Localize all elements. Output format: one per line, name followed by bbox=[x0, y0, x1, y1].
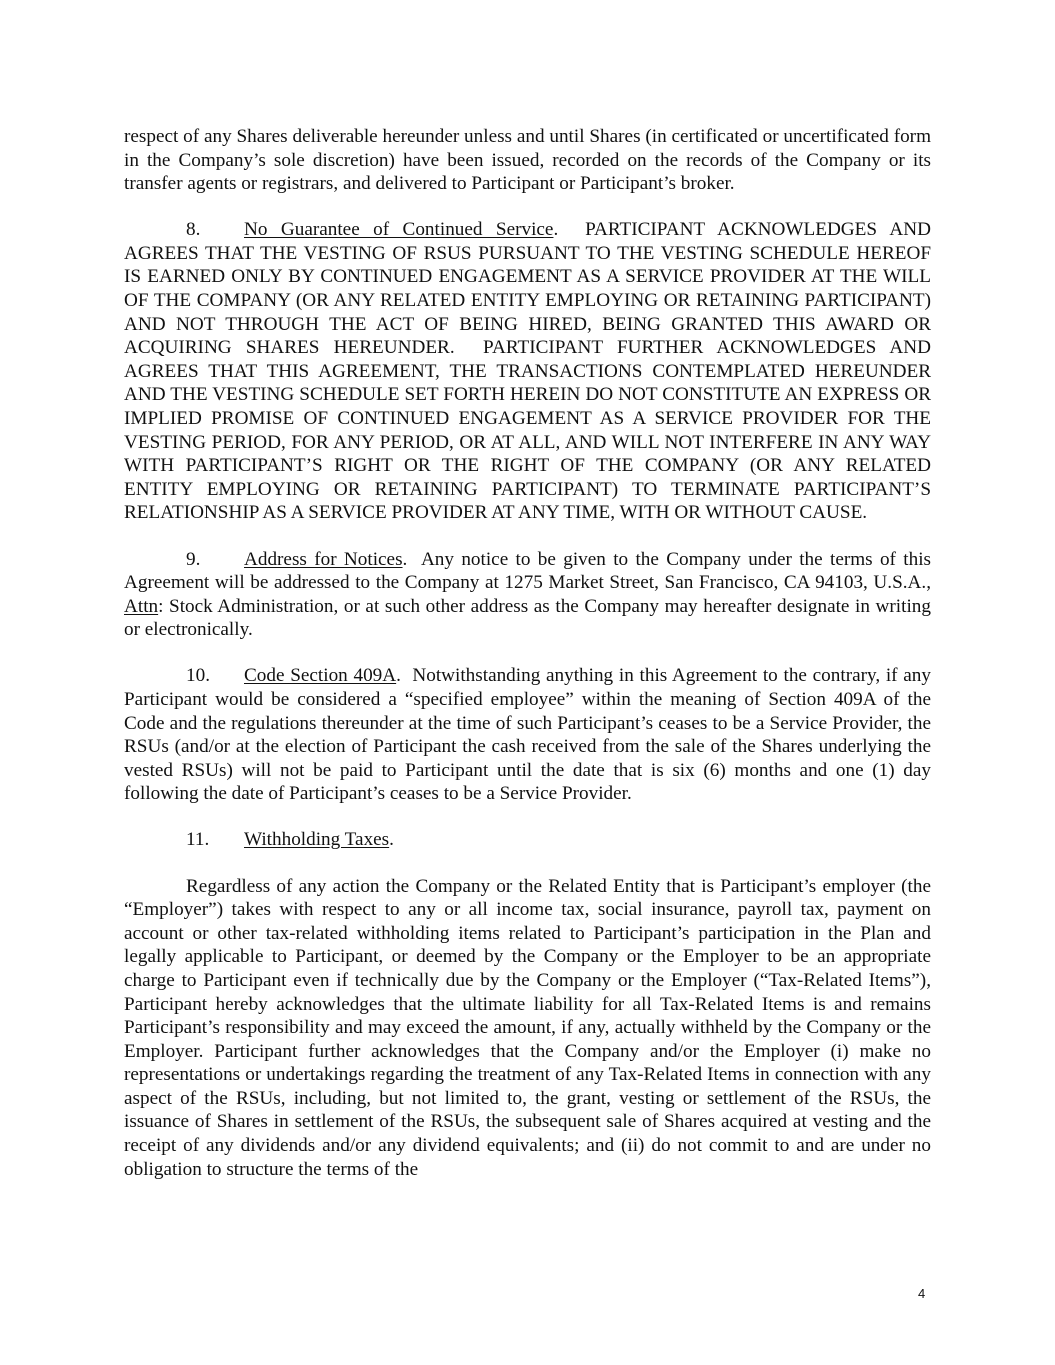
section-9-heading-punct: . bbox=[402, 548, 408, 570]
section-10-heading: Code Section 409A bbox=[244, 665, 397, 687]
section-11-heading-line bbox=[124, 828, 931, 852]
section-10-number: 10. bbox=[186, 665, 210, 687]
section-8-paragraph bbox=[124, 218, 936, 525]
section-9-attn: Attn bbox=[124, 595, 159, 617]
document-page bbox=[124, 125, 936, 1204]
section-10-paragraph bbox=[124, 664, 936, 806]
section-9-paragraph bbox=[124, 548, 935, 642]
section-8-heading: No Guarantee of Continued Service bbox=[244, 219, 554, 241]
section-11-number: 11. bbox=[186, 829, 210, 851]
section-8-heading-punct: . bbox=[553, 219, 559, 241]
section-11-heading: Withholding Taxes bbox=[244, 829, 390, 851]
section-10-heading-punct: . bbox=[396, 665, 401, 687]
section-9-body-b: : Stock Administration, or at such other address as the Company may hereafter designate in writing or electronically. bbox=[124, 595, 931, 641]
section-9-body-a: Any notice to be given to the Company under the terms of this Agreement will be addressed to the Company at 1275 Market Street, San Francisco, CA 94103, U.S.A., bbox=[124, 548, 935, 594]
section-8-number: 8. bbox=[186, 219, 201, 241]
section-8-body: PARTICIPANT ACKNOWLEDGES AND AGREES THAT THE VESTING OF RSUS PURSUANT TO THE VESTING SCHEDULE HEREOF IS EARNED ONLY BY CONTINUED ENGAGEMENT AS A SERVICE PROVIDER AT THE WILL OF THE COMPANY (OR ANY RELATED ENTITY EMPLOYING OR RETAINING PARTICIPANT) AND NOT THROUGH THE ACT OF BEING HIRED, BEING GRANTED THIS AWARD OR ACQUIRING SHARES HEREUNDER. PARTICIPANT FURTHER ACKNOWLEDGES AND AGREES THAT THIS AGREEMENT, THE TRANSACTIONS CONTEMPLATED HEREUNDER AND THE VESTING SCHEDULE SET FORTH HEREIN DO NOT CONSTITUTE AN EXPRESS OR IMPLIED PROMISE OF CONTINUED ENGAGEMENT AS A SERVICE PROVIDER FOR THE VESTING PERIOD, FOR ANY PERIOD, OR AT ALL, AND WILL NOT INTERFERE IN ANY WAY WITH PARTICIPANT’S RIGHT OR THE RIGHT OF THE COMPANY (OR ANY RELATED ENTITY EMPLOYING OR RETAINING PARTICIPANT) TO TERMINATE PARTICIPANT’S RELATIONSHIP AS A SERVICE PROVIDER AT ANY TIME, WITH OR WITHOUT CAUSE. bbox=[124, 219, 936, 524]
section-11-heading-punct: . bbox=[389, 829, 394, 851]
section-9-heading: Address for Notices bbox=[244, 548, 403, 570]
section-10-body: Notwithstanding anything in this Agreement to the contrary, if any Participant would be considered a “specified employee” within the meaning of Section 409A of the Code and the regulations thereunder at the time of such Participant’s ceases to be a Service Provider, the RSUs (and/or at the election of Participant the cash received from the sale of the Shares underlying the vested RSUs) will not be paid to Participant until the date that is six (6) months and one (1) day following the date of Participant’s ceases to be a Service Provider. bbox=[124, 665, 936, 805]
paragraph-continuation: respect of any Shares deliverable hereunder unless and until Shares (in certificated or uncertificated form in the Company’s sole discretion) have been issued, recorded on the records of the Company or its transfer agents or registrars, and delivered to Participant or Participant’s broker. bbox=[124, 126, 931, 195]
withholding-paragraph: Regardless of any action the Company or the Related Entity that is Participant’s employer (the “Employer”) takes with respect to any or all income tax, social insurance, payroll tax, payment on account or other tax-related withholding items related to Participant’s participation in the Plan and legally applicable to Participant, or deemed by the Company or the Employer to be an appropriate charge to Participant even if technically due by the Company or the Employer (“Tax-Related Items”), Participant hereby acknowledges that the ultimate liability for all Tax-Related Items is and remains Participant’s responsibility and may exceed the amount, if any, actually withheld by the Company or the Employer. Participant further acknowledges that the Company and/or the Employer (i) make no representations or undertakings regarding the treatment of any Tax-Related Items in connection with any aspect of the RSUs, including, but not limited to, the grant, vesting or settlement of the RSUs, the issuance of Shares in settlement of the RSUs, the subsequent sale of Shares acquired at vesting and the receipt of any dividends and/or any dividend equivalents; and (ii) do not commit to and are under no obligation to structure the terms of the bbox=[124, 875, 931, 1180]
section-9-number: 9. bbox=[186, 548, 201, 570]
page-number: 4 bbox=[918, 1286, 926, 1301]
